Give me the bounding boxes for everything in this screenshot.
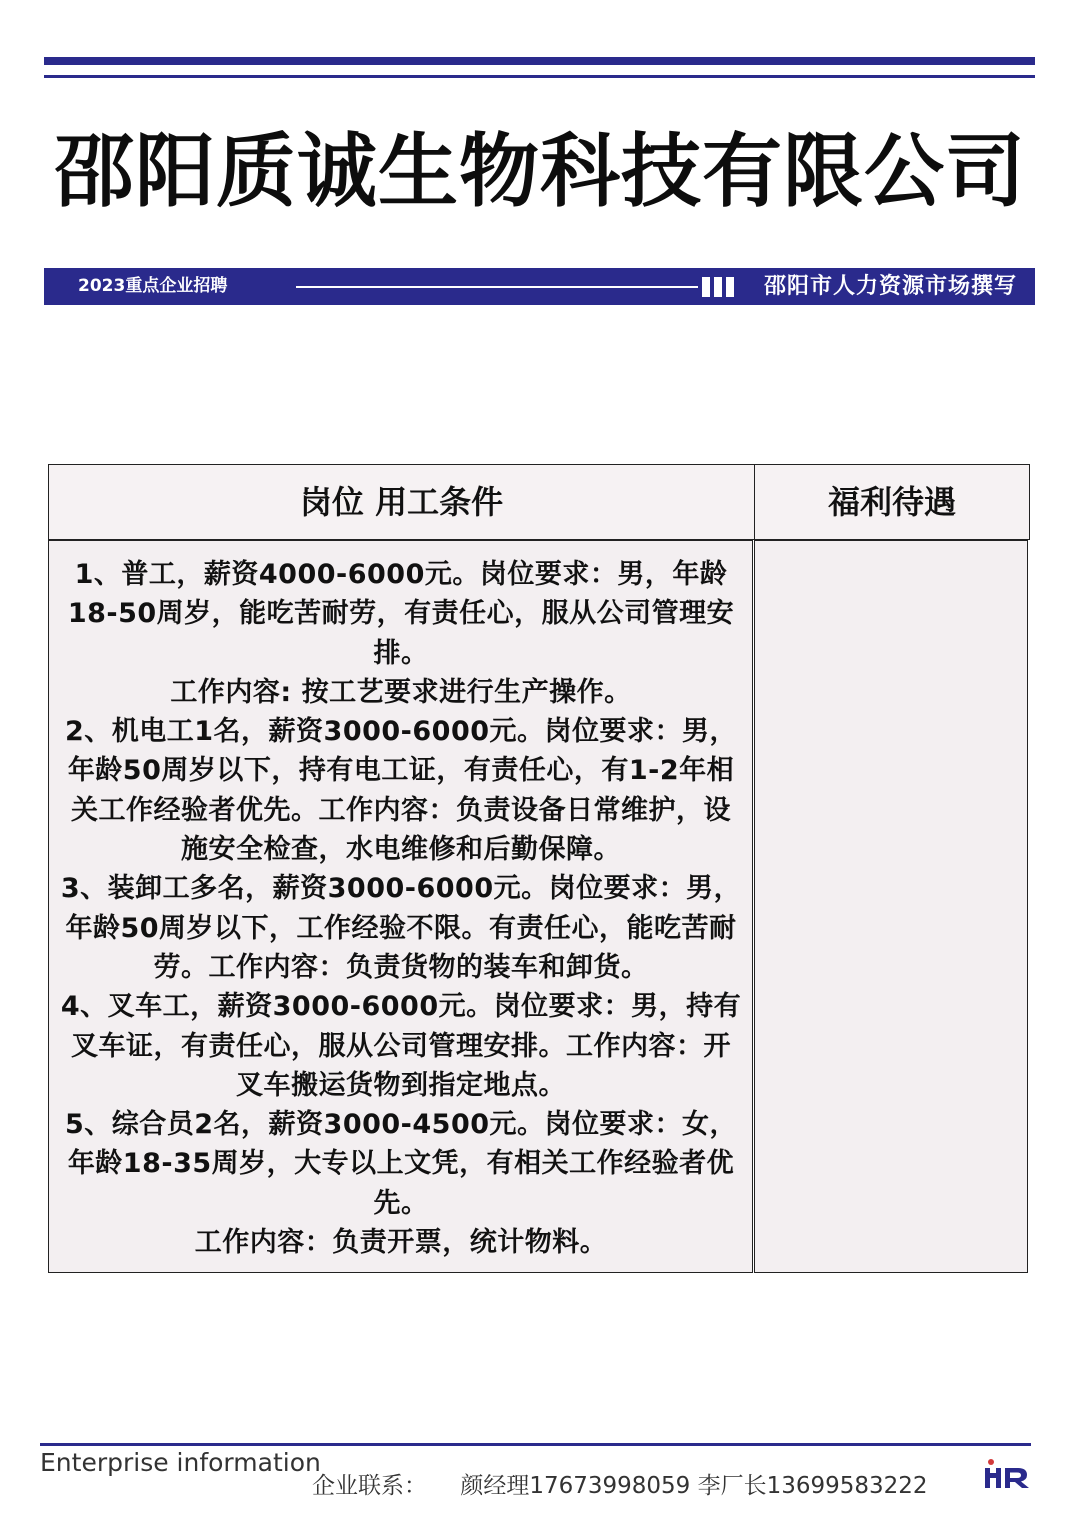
benefits-cell — [754, 540, 1028, 1273]
job-line: 年龄50周岁以下，持有电工证，有责任心，有1-2年相 — [67, 755, 735, 787]
job-conditions-text — [51, 555, 751, 1262]
table-header-row — [48, 464, 1030, 540]
hr-logo-icon — [982, 1458, 1032, 1490]
bars-icon — [702, 277, 734, 297]
company-title: 邵阳质诚生物科技有限公司 — [54, 125, 1026, 218]
banner-year-label: 2023重点企业招聘 — [78, 276, 228, 296]
job-line: 叉车搬运货物到指定地点。 — [236, 1069, 566, 1101]
job-line: 年龄18-35周岁，大专以上文凭，有相关工作经验者优 — [67, 1148, 735, 1180]
job-line: 先。 — [373, 1187, 429, 1219]
top-rule-thick — [44, 57, 1035, 65]
header-benefits: 福利待遇 — [754, 464, 1030, 540]
job-line: 施安全检查，水电维修和后勤保障。 — [181, 834, 621, 866]
contact-phones: 颜经理17673998059 李厂长13699583222 — [460, 1473, 928, 1499]
job-line: 年龄50周岁以下，工作经验不限。有责任心，能吃苦耐 — [65, 912, 737, 944]
job-line: 排。 — [373, 637, 429, 669]
contact-label: 企业联系： — [312, 1473, 427, 1499]
job-line: 工作内容：负责开票，统计物料。 — [194, 1227, 608, 1259]
recruit-banner — [44, 268, 1035, 305]
job-conditions-cell — [48, 540, 753, 1273]
job-line: 1、普工，薪资4000-6000元。岗位要求：男，年龄 — [74, 559, 728, 590]
job-line: 18-50周岁，能吃苦耐劳，有责任心，服从公司管理安 — [67, 598, 735, 630]
banner-author-label: 邵阳市人力资源市场撰写 — [763, 274, 1017, 299]
job-line: 工作内容: 按工艺要求进行生产操作。 — [170, 676, 632, 708]
job-line: 5、综合员2名，薪资3000-4500元。岗位要求：女， — [64, 1109, 738, 1141]
job-line: 叉车证，有责任心，服从公司管理安排。工作内容：开 — [71, 1030, 731, 1062]
job-line: 3、装卸工多名，薪资3000-6000元。岗位要求：男， — [60, 873, 742, 905]
banner-rule — [296, 286, 698, 288]
header-job-conditions: 岗位 用工条件 — [48, 464, 755, 540]
top-rule-thin — [44, 75, 1035, 78]
footer-contact — [312, 1470, 928, 1502]
footer-section-label: Enterprise information — [40, 1448, 321, 1477]
job-line: 2、机电工1名，薪资3000-6000元。岗位要求：男， — [64, 716, 738, 748]
job-line: 劳。工作内容：负责货物的装车和卸货。 — [153, 951, 649, 983]
job-line: 关工作经验者优先。工作内容：负责设备日常维护，设 — [71, 794, 731, 826]
job-line: 4、叉车工，薪资3000-6000元。岗位要求：男，持有 — [60, 991, 742, 1023]
